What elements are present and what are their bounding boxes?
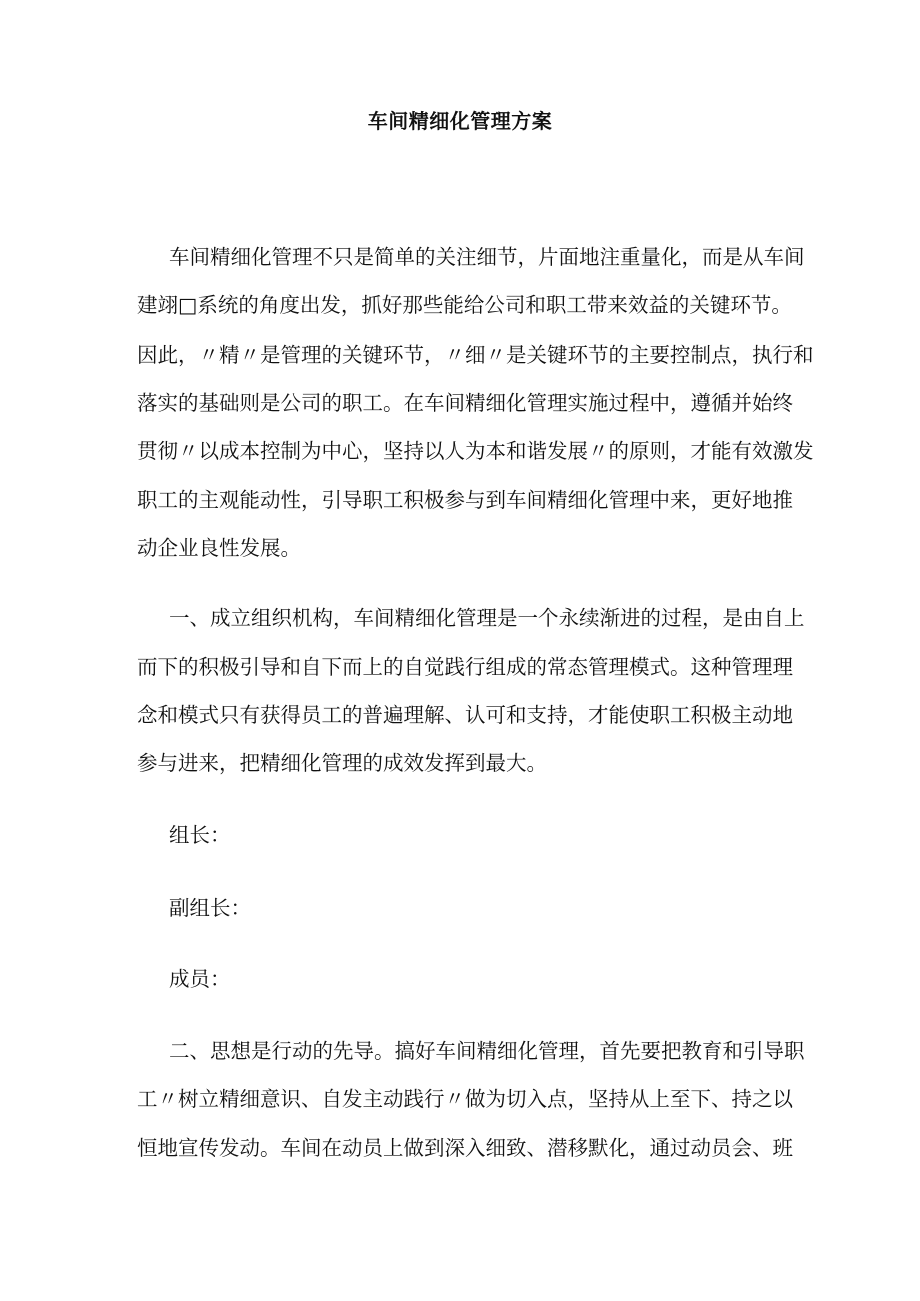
paragraph-line: 一、成立组织机构，车间精细化管理是一个永续渐进的过程，是由自上 xyxy=(169,606,805,630)
paragraph-line: 职工的主观能动性，引导职工积极参与到车间精细化管理中来，更好地推 xyxy=(137,488,793,512)
paragraph-line: 车间精细化管理不只是简单的关注细节，片面地注重量化，而是从车间 xyxy=(169,245,805,269)
paragraph-line: 因此，〃精〃是管理的关键环节，〃细〃是关键环节的主要控制点，执行和 xyxy=(137,343,814,367)
paragraph-line: 参与进来，把精细化管理的成效发挥到最大。 xyxy=(137,751,547,775)
paragraph-line: 落实的基础则是公司的职工。在车间精细化管理实施过程中，遵循并始终 xyxy=(137,391,793,415)
paragraph-line: 念和模式只有获得员工的普遍理解、认可和支持，才能使职工积极主动地 xyxy=(137,703,793,727)
paragraph-line: 工〃树立精细意识、自发主动践行〃做为切入点，坚持从上至下、持之以 xyxy=(137,1087,793,1111)
paragraph-line: 二、思想是行动的先导。搞好车间精细化管理，首先要把教育和引导职 xyxy=(169,1039,805,1063)
document-title: 车间精细化管理方案 xyxy=(367,109,553,133)
deputy-leader-label: 副组长： xyxy=(169,896,251,920)
paragraph-line: 而下的积极引导和自下而上的自觉践行组成的常态管理模式。这种管理理 xyxy=(137,655,793,679)
members-label: 成员： xyxy=(169,967,231,991)
leader-label: 组长： xyxy=(169,823,231,847)
paragraph-line: 动企业良性发展。 xyxy=(137,536,301,560)
paragraph-line: 恒地宣传发动。车间在动员上做到深入细致、潜移默化，通过动员会、班 xyxy=(137,1136,793,1160)
paragraph-line: 建翊□系统的角度出发，抓好那些能给公司和职工带来效益的关键环节。 xyxy=(137,293,792,317)
paragraph-line: 贯彻〃以成本控制为中心，坚持以人为本和谐发展〃的原则，才能有效激发 xyxy=(137,439,814,463)
